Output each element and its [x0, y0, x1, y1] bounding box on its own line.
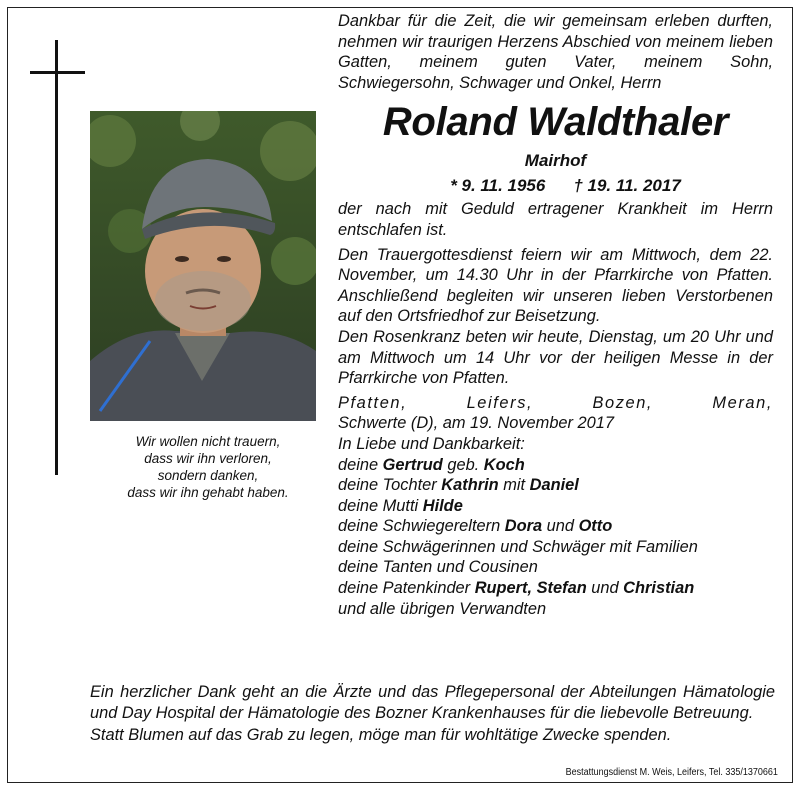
birth-date: * 9. 11. 1956 — [450, 176, 546, 196]
flowers-text: Statt Blumen auf das Grab zu legen, möge man für wohltätige Zwecke spenden. — [90, 726, 672, 745]
notice-text-column — [338, 11, 773, 619]
family-line: deine Tanten und Cousinen — [338, 558, 538, 577]
obituary-notice — [7, 7, 793, 783]
passing-text: der nach mit Geduld ertragener Krankheit im Herrn entschlafen ist. — [338, 200, 773, 239]
funeral-service-credit: Bestattungsdienst M. Weis, Leifers, Tel. 335/1370661 — [565, 767, 778, 778]
location-date-line: Schwerte (D), am 19. November 2017 — [338, 414, 615, 433]
family-line: deine Mutti Hilde — [338, 496, 463, 515]
deceased-name: Roland Waldthaler — [382, 100, 729, 145]
rosary-text: Den Rosenkranz beten wir heute, Dienstag, um 20 Uhr und am Mittwoch um 14 Uhr vor der heiligen Messe in der Pfarrkirche von Pfatten. — [338, 327, 773, 388]
quote-line: sondern danken, — [157, 468, 259, 483]
funeral-text: Den Trauergottesdienst feiern wir am Mittwoch, dem 22. November, um 14.30 Uhr in der Pfarrkirche von Pfatten. Anschließend begleiten wir unseren lieben Verstorbenen auf den Ortsfriedhof zur Beisetzung. — [338, 245, 773, 326]
family-line: deine Tochter Kathrin mit Daniel — [338, 476, 579, 495]
family-line: deine Schwägerinnen und Schwäger mit Familien — [338, 537, 698, 556]
family-line: deine Schwiegereltern Dora und Otto — [338, 517, 613, 536]
intro-text: Dankbar für die Zeit, die wir gemeinsam erleben durften, nehmen wir traurigen Herzens Abschied von meinem lieben Gatten, meinem guten Vater, meinem Sohn, Schwiegersohn, Schwager und Onkel, Herrn — [338, 12, 773, 92]
family-heading: In Liebe und Dankbarkeit: — [338, 434, 525, 453]
cross-icon — [55, 40, 58, 475]
family-list — [338, 434, 773, 619]
deceased-place: Mairhof — [524, 151, 587, 171]
thanks-text: Ein herzlicher Dank geht an die Ärzte und das Pflegepersonal der Abteilungen Hämatologie und Day Hospital der Hämatologie des Bozner Krankenhauses für die liebevolle Betreuung. — [90, 683, 775, 722]
location-line: Pfatten, Leifers, Bozen, Meran, — [338, 393, 773, 412]
portrait-photo — [90, 111, 316, 421]
family-line: und alle übrigen Verwandten — [338, 599, 547, 618]
quote-line: Wir wollen nicht trauern, — [135, 434, 281, 449]
memorial-quote — [78, 433, 338, 501]
cross-icon-bar — [30, 71, 85, 74]
death-date: † 19. 11. 2017 — [573, 176, 681, 196]
family-line: deine Gertrud geb. Koch — [338, 455, 525, 474]
life-dates — [358, 173, 773, 199]
quote-line: dass wir ihn verloren, — [144, 451, 272, 466]
closing-text — [90, 682, 775, 746]
quote-line: dass wir ihn gehabt haben. — [127, 485, 289, 500]
family-line: deine Patenkinder Rupert, Stefan und Christian — [338, 579, 695, 598]
